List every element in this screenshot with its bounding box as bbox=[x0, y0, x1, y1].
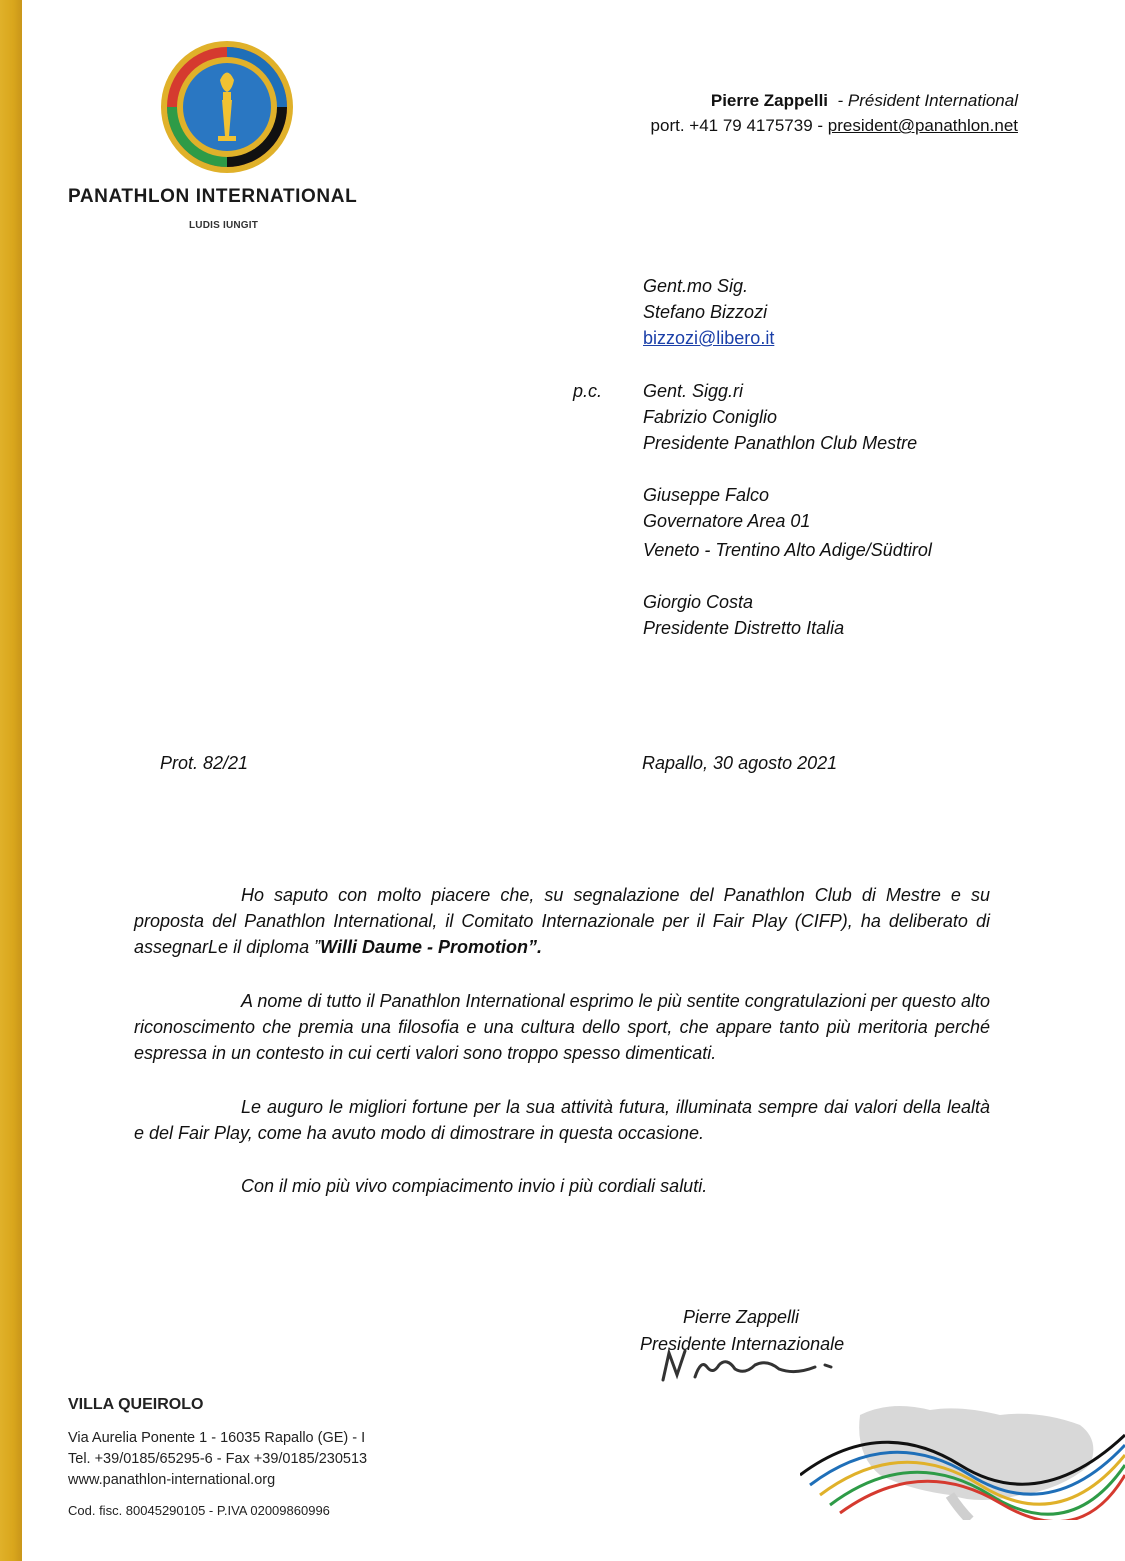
cc-person-name: Giorgio Costa bbox=[643, 592, 754, 612]
cc-label: p.c. bbox=[573, 381, 603, 401]
world-ribbons-graphic bbox=[800, 1395, 1125, 1520]
protocol-number: Prot. 82/21 bbox=[160, 753, 249, 773]
footer-villa: VILLA QUEIROLO bbox=[68, 1396, 204, 1413]
award-name: Willi Daume - Promotion”. bbox=[320, 937, 542, 957]
cc-person-name: Giuseppe Falco bbox=[643, 485, 770, 505]
letter-body bbox=[134, 882, 990, 960]
footer-phones: Tel. +39/0185/65295-6 - Fax +39/0185/230513 bbox=[68, 1451, 368, 1467]
cc-salutation: Gent. Sigg.ri bbox=[643, 381, 744, 401]
brand-motto: LUDIS IUNGIT bbox=[189, 220, 259, 231]
recipient-email-link[interactable]: bizzozi@libero.it bbox=[643, 328, 775, 348]
body-paragraph: Ho saputo con molto piacere che, su segnalazione del Panathlon Club di Mestre e su proposta del Panathlon International, il Comitato Internazionale per il Fair Play (CIFP), ha deliberato di assegnarLe il diploma ”Willi Daume - Promotion”. bbox=[134, 885, 990, 957]
sender-role: - Président International bbox=[837, 91, 1018, 110]
date-line: Rapallo, 30 agosto 2021 bbox=[642, 753, 838, 773]
footer-fiscal: Cod. fisc. 80045290105 - P.IVA 02009860996 bbox=[68, 1503, 330, 1518]
panathlon-logo bbox=[160, 40, 294, 174]
body-paragraph: A nome di tutto il Panathlon International esprimo le più sentite congratulazioni per questo alto riconoscimento che premia una filosofia e una cultura dello sport, che appare tanto più meritoria perché espressa in un contesto in cui certi valori sono troppo spesso dimenticati. bbox=[134, 991, 990, 1063]
cc-person-title: Governatore Area 01 bbox=[643, 511, 811, 531]
cc-person-name: Fabrizio Coniglio bbox=[643, 407, 778, 427]
footer-address bbox=[68, 1396, 367, 1518]
cc-block bbox=[643, 378, 932, 641]
handwritten-signature bbox=[655, 1345, 855, 1390]
signature-title: Presidente Internazionale bbox=[640, 1334, 845, 1354]
recipient-salutation: Gent.mo Sig. bbox=[643, 276, 749, 296]
signature-name: Pierre Zappelli bbox=[683, 1307, 800, 1327]
cc-person-region: Veneto - Trentino Alto Adige/Südtirol bbox=[643, 540, 932, 560]
brand-name: PANATHLON INTERNATIONAL bbox=[68, 186, 358, 207]
footer-address-line: Via Aurelia Ponente 1 - 16035 Rapallo (GE) - I bbox=[68, 1430, 366, 1446]
gold-margin-bar bbox=[0, 0, 22, 1561]
footer-website-link[interactable]: www.panathlon-international.org bbox=[68, 1472, 276, 1488]
recipient-block bbox=[643, 273, 774, 351]
recipient-name: Stefano Bizzozi bbox=[643, 302, 768, 322]
sender-block bbox=[651, 88, 1018, 138]
sender-phone: port. +41 79 4175739 - bbox=[650, 116, 824, 135]
sender-email-link[interactable]: president@panathlon.net bbox=[827, 116, 1018, 135]
cc-person-title: Presidente Panathlon Club Mestre bbox=[643, 433, 918, 453]
body-paragraph: Con il mio più vivo compiacimento invio i più cordiali saluti. bbox=[241, 1176, 708, 1196]
sender-name: Pierre Zappelli bbox=[710, 91, 829, 110]
body-paragraph: Le auguro le migliori fortune per la sua attività futura, illuminata sempre dai valori della lealtà e del Fair Play, come ha avuto modo di dimostrare in questa occasione. bbox=[134, 1097, 990, 1143]
cc-person-title: Presidente Distretto Italia bbox=[643, 618, 845, 638]
